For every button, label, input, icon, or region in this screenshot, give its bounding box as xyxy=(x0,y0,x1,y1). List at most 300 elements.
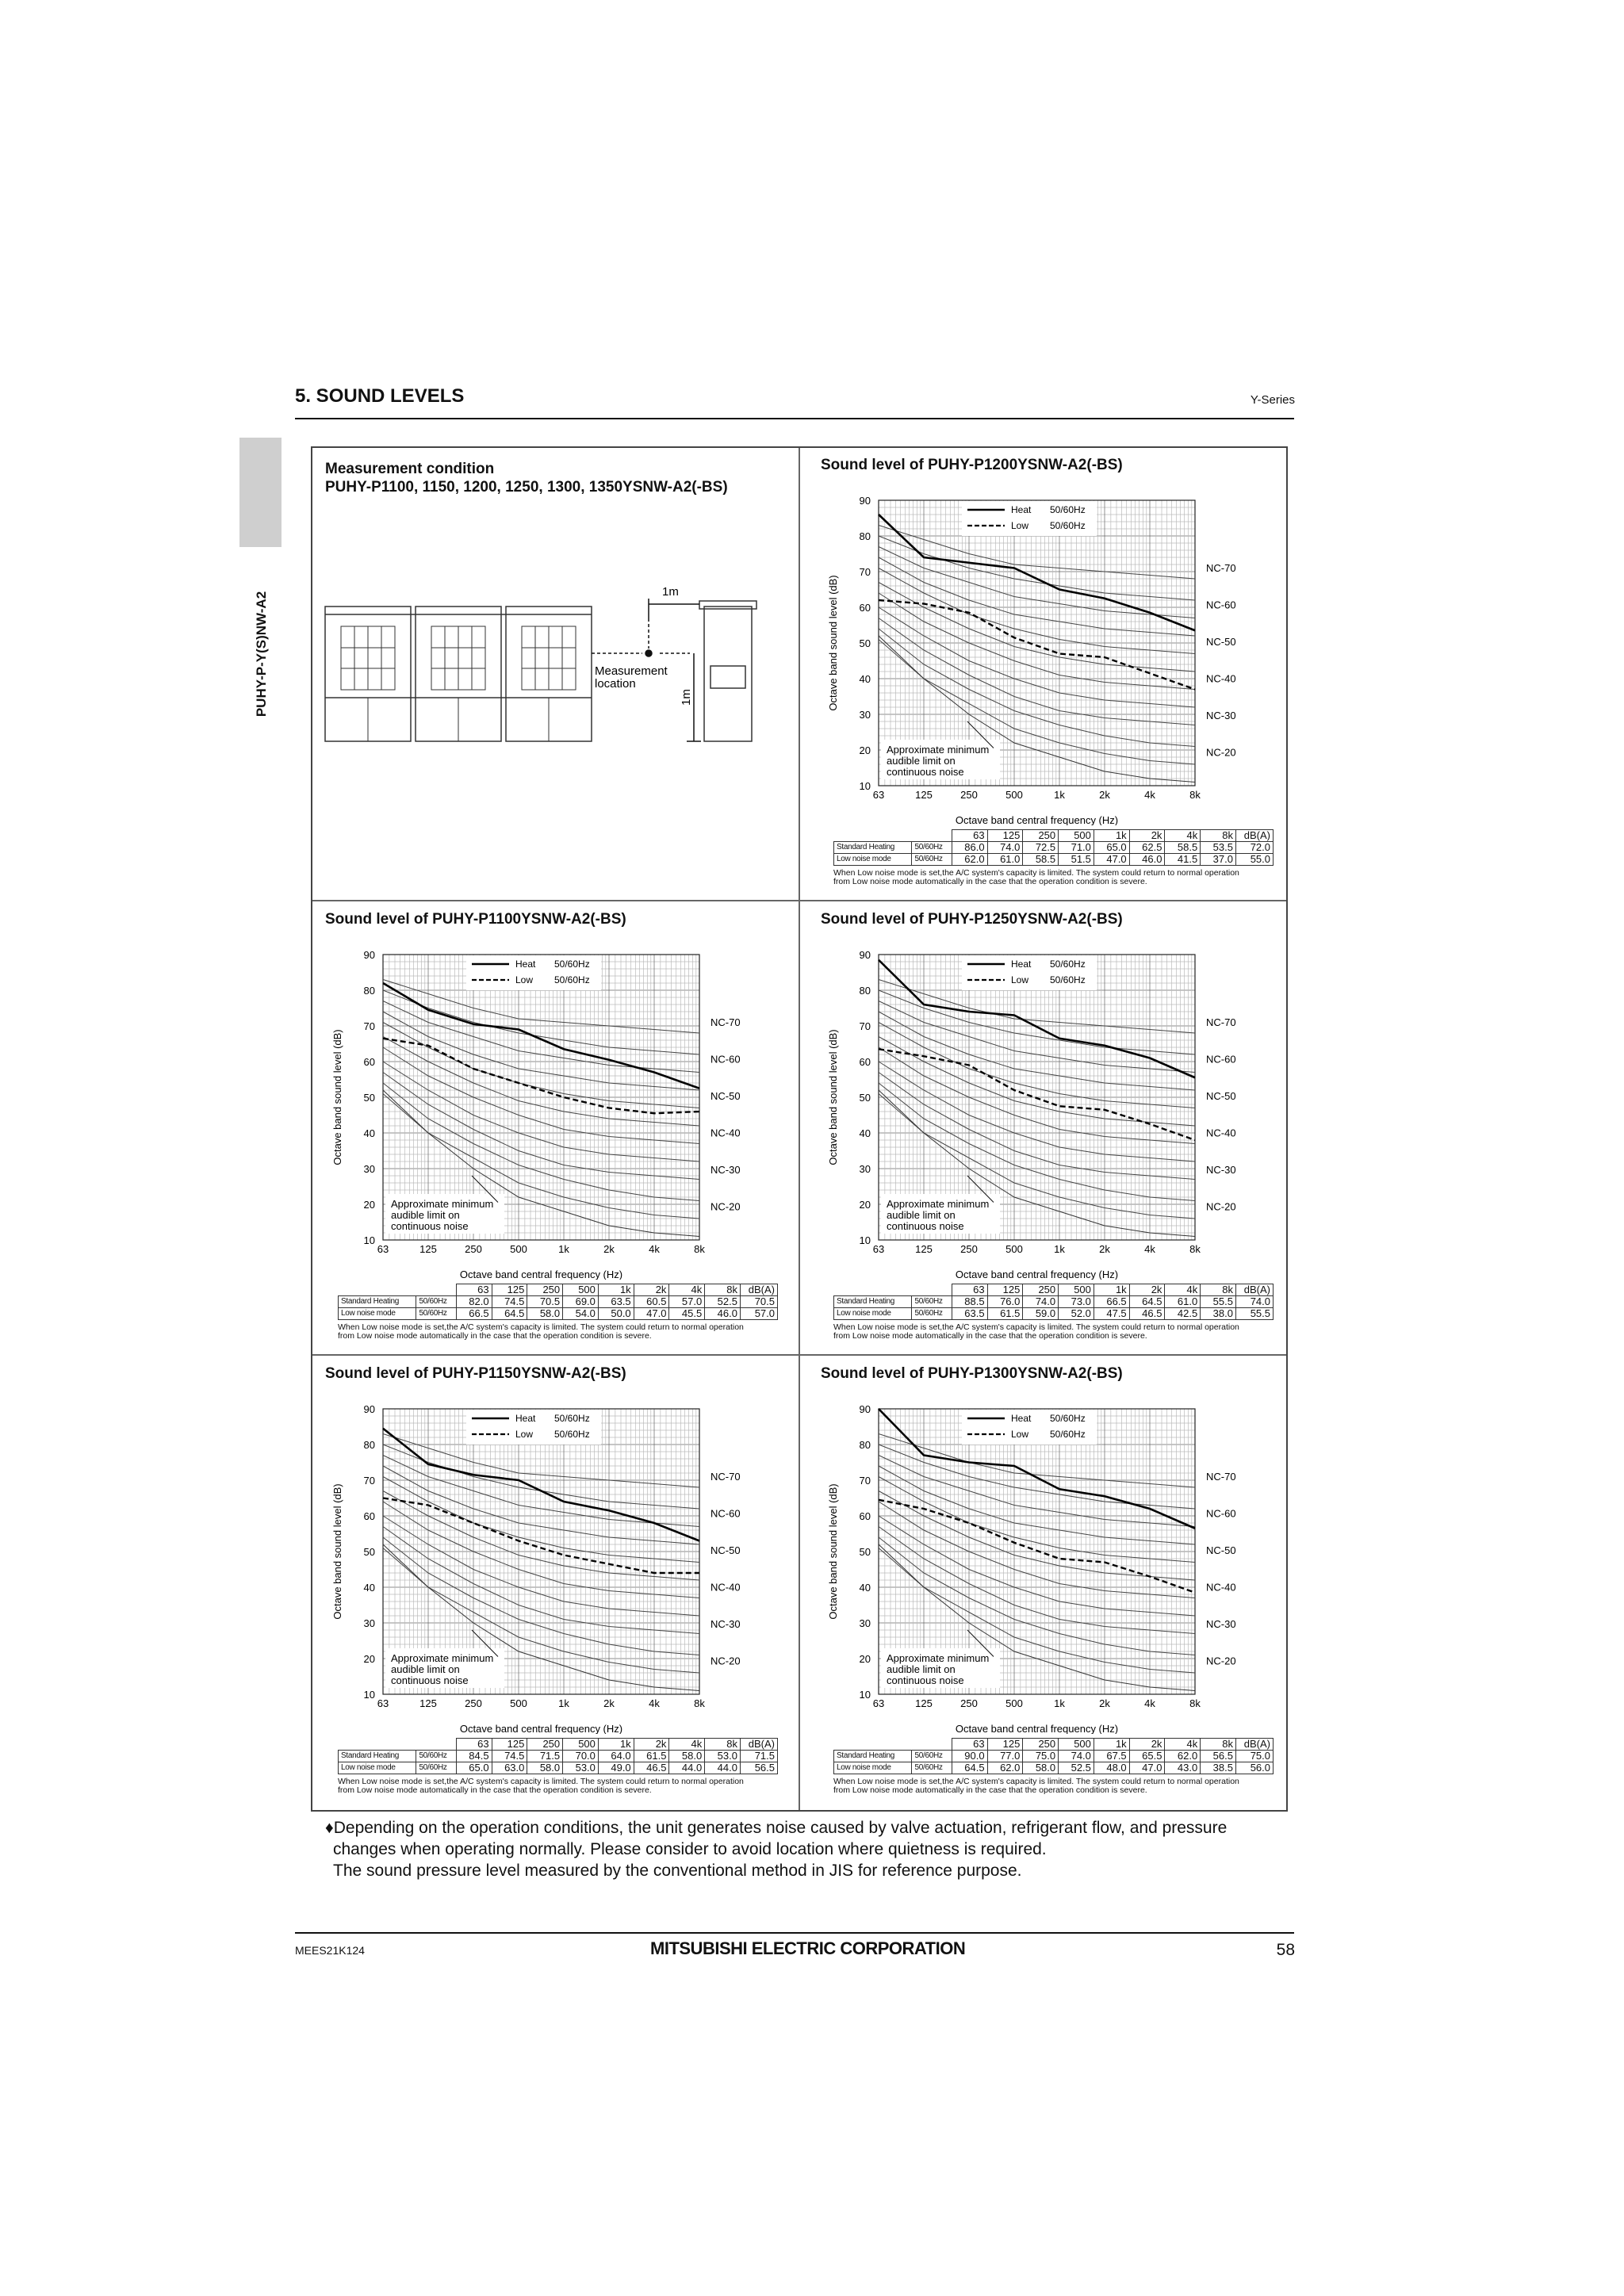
table-header-cell: 500 xyxy=(1059,830,1094,842)
table-cell: 47.0 xyxy=(1094,854,1129,866)
x-tick-label: 2k xyxy=(1099,789,1110,801)
annotation-text: continuous noise xyxy=(391,1220,469,1232)
table-cell: 46.0 xyxy=(1129,854,1165,866)
legend xyxy=(962,1410,1097,1445)
annotation-text: audible limit on xyxy=(887,755,956,767)
legend-text: 50/60Hz xyxy=(554,974,590,985)
measurement-label-1: Measurement xyxy=(595,664,668,678)
y-tick-label: 20 xyxy=(363,1199,375,1211)
y-tick-label: 80 xyxy=(859,1439,871,1451)
table-cell: 54.0 xyxy=(563,1308,599,1320)
y-tick-label: 60 xyxy=(363,1510,375,1522)
side-label xyxy=(238,555,285,753)
legend-text: Heat xyxy=(1011,1413,1032,1424)
table-cell-dba: 74.0 xyxy=(1235,1296,1273,1308)
row-freq: 50/60Hz xyxy=(912,1762,952,1774)
table-cell-dba: 56.5 xyxy=(740,1762,777,1774)
table-cell: 57.0 xyxy=(669,1296,705,1308)
table-cell-dba: 55.0 xyxy=(1235,854,1273,866)
footnote-line-3: The sound pressure level measured by the conventional method in JIS for reference purpose. xyxy=(333,1862,1022,1880)
table-note-2: from Low noise mode automatically in the case that the operation condition is severe. xyxy=(338,1331,652,1341)
table-cell: 62.0 xyxy=(952,854,987,866)
chart-panel-1 xyxy=(821,453,1289,886)
legend-text: 50/60Hz xyxy=(554,1413,590,1424)
y-tick-label: 90 xyxy=(859,495,871,507)
annotation-text: Approximate minimum xyxy=(887,1198,990,1210)
row-freq: 50/60Hz xyxy=(416,1296,456,1308)
sound-level-chart xyxy=(821,473,1289,825)
table-cell: 61.5 xyxy=(987,1308,1023,1320)
legend-text: 50/60Hz xyxy=(1050,520,1086,531)
table-row xyxy=(834,842,1274,854)
table-cell: 49.0 xyxy=(598,1762,634,1774)
table-cell: 84.5 xyxy=(456,1751,492,1762)
y-tick-label: 10 xyxy=(859,1234,871,1246)
x-tick-label: 1k xyxy=(558,1243,569,1255)
table-cell: 74.5 xyxy=(492,1751,527,1762)
x-tick-label: 2k xyxy=(603,1243,615,1255)
x-tick-label: 8k xyxy=(1189,1697,1201,1709)
table-note-2: from Low noise mode automatically in the case that the operation condition is severe. xyxy=(833,877,1147,886)
table-cell: 59.0 xyxy=(1023,1308,1059,1320)
nc-curve-45 xyxy=(879,1491,1195,1581)
nc-label: NC-70 xyxy=(1206,1471,1236,1483)
annotation-text: audible limit on xyxy=(391,1663,460,1675)
sound-level-chart xyxy=(821,927,1289,1280)
nc-label: NC-70 xyxy=(1206,1016,1236,1028)
row-label: Standard Heating xyxy=(834,842,912,854)
y-tick-label: 50 xyxy=(859,1092,871,1104)
table-note-1: When Low noise mode is set,the A/C system's capacity is limited. The system could return to normal operation xyxy=(833,1322,1239,1332)
doc-code: MEES21K124 xyxy=(295,1944,365,1957)
chart-panel-3 xyxy=(821,908,1289,1340)
table-cell: 43.0 xyxy=(1165,1762,1201,1774)
table-cell: 44.0 xyxy=(705,1762,741,1774)
table-header-cell: 4k xyxy=(669,1284,705,1296)
nc-label: NC-70 xyxy=(1206,562,1236,574)
legend-text: Heat xyxy=(515,959,536,970)
legend-text: Heat xyxy=(1011,504,1032,515)
measurement-point xyxy=(645,650,652,656)
table-header-cell: 8k xyxy=(1201,830,1236,842)
row-label: Low noise mode xyxy=(339,1762,416,1774)
footnotes xyxy=(325,1817,1293,1881)
table-cell: 74.5 xyxy=(492,1296,527,1308)
row-label: Low noise mode xyxy=(834,854,912,866)
table-cell: 58.0 xyxy=(669,1751,705,1762)
table-cell: 70.5 xyxy=(527,1296,563,1308)
dim-vertical: 1m xyxy=(680,689,693,706)
y-axis-label: Octave band sound level (dB) xyxy=(827,1029,839,1165)
table-header-cell: 2k xyxy=(1129,1284,1165,1296)
annotation-text: audible limit on xyxy=(887,1663,956,1675)
series-label: Y-Series xyxy=(1250,393,1295,407)
table-header-cell: 63 xyxy=(456,1284,492,1296)
series-line-low xyxy=(879,1500,1195,1593)
y-tick-label: 10 xyxy=(859,1689,871,1701)
nc-label: NC-50 xyxy=(1206,1544,1236,1556)
table-cell: 53.5 xyxy=(1201,842,1236,854)
sound-level-table xyxy=(338,1284,778,1320)
legend xyxy=(466,1410,601,1445)
table-cell: 88.5 xyxy=(952,1296,987,1308)
table-cell: 73.0 xyxy=(1059,1296,1094,1308)
y-tick-label: 80 xyxy=(363,1439,375,1451)
y-tick-label: 50 xyxy=(363,1546,375,1558)
x-tick-label: 250 xyxy=(960,789,978,801)
footnote-line-2: changes when operating normally. Please consider to avoid location where quietness is required. xyxy=(333,1840,1047,1858)
table-header-cell: 4k xyxy=(1165,830,1201,842)
table-cell: 58.0 xyxy=(527,1762,563,1774)
sound-level-table xyxy=(833,829,1274,866)
table-header-cell: 125 xyxy=(987,830,1023,842)
nc-curve-50 xyxy=(383,1023,699,1108)
y-axis-label: Octave band sound level (dB) xyxy=(331,1029,343,1165)
x-tick-label: 63 xyxy=(872,1697,885,1709)
table-row xyxy=(834,854,1274,866)
table-cell: 64.0 xyxy=(598,1751,634,1762)
legend-text: Low xyxy=(1011,1429,1029,1440)
x-tick-label: 500 xyxy=(1005,1697,1023,1709)
y-tick-label: 40 xyxy=(859,1582,871,1594)
table-row xyxy=(834,1751,1274,1762)
table-header-cell: 1k xyxy=(1094,1739,1129,1751)
table-cell: 50.0 xyxy=(598,1308,634,1320)
y-tick-label: 80 xyxy=(363,985,375,997)
table-header-cell: 1k xyxy=(1094,830,1129,842)
nc-curve-45 xyxy=(383,1491,699,1581)
table-cell: 38.5 xyxy=(1201,1762,1236,1774)
y-tick-label: 80 xyxy=(859,985,871,997)
y-tick-label: 90 xyxy=(363,1403,375,1415)
chart-title: Sound level of PUHY-P1300YSNW-A2(-BS) xyxy=(821,1365,1123,1382)
x-tick-label: 2k xyxy=(1099,1243,1110,1255)
table-header-cell: 8k xyxy=(705,1739,741,1751)
x-tick-label: 8k xyxy=(1189,1243,1201,1255)
nc-label: NC-20 xyxy=(1206,1200,1236,1213)
nc-label: NC-60 xyxy=(1206,1507,1236,1520)
table-header-cell: 1k xyxy=(1094,1284,1129,1296)
table-cell: 48.0 xyxy=(1094,1762,1129,1774)
y-tick-label: 40 xyxy=(859,1127,871,1139)
table-cell-dba: 56.0 xyxy=(1235,1762,1273,1774)
table-cell: 42.5 xyxy=(1165,1308,1201,1320)
nc-label: NC-70 xyxy=(710,1016,741,1028)
table-cell: 58.0 xyxy=(1023,1762,1059,1774)
nc-label: NC-40 xyxy=(710,1581,741,1594)
table-cell: 64.5 xyxy=(952,1762,987,1774)
y-tick-label: 20 xyxy=(859,1199,871,1211)
nc-label: NC-30 xyxy=(1206,1618,1236,1630)
nc-curve-45 xyxy=(879,1037,1195,1127)
nc-curve-50 xyxy=(879,1023,1195,1108)
table-cell: 82.0 xyxy=(456,1296,492,1308)
table-header-cell: 250 xyxy=(527,1739,563,1751)
y-tick-label: 90 xyxy=(363,949,375,961)
y-tick-label: 10 xyxy=(859,780,871,792)
series-line-low xyxy=(879,600,1195,690)
table-header-cell: dB(A) xyxy=(740,1739,777,1751)
table-cell: 66.5 xyxy=(1094,1296,1129,1308)
row-label: Low noise mode xyxy=(834,1308,912,1320)
table-note-2: from Low noise mode automatically in the case that the operation condition is severe. xyxy=(833,1785,1147,1795)
approx-minimum-annotation xyxy=(385,1176,504,1234)
table-cell: 61.0 xyxy=(987,854,1023,866)
x-axis-label: Octave band central frequency (Hz) xyxy=(955,1723,1119,1734)
nc-label: NC-20 xyxy=(1206,1655,1236,1667)
x-tick-label: 500 xyxy=(1005,1243,1023,1255)
y-tick-label: 50 xyxy=(859,1546,871,1558)
table-header-cell: 2k xyxy=(1129,1739,1165,1751)
y-tick-label: 90 xyxy=(859,949,871,961)
approx-minimum-annotation xyxy=(881,1176,1000,1234)
measurement-title: Measurement condition xyxy=(325,461,495,477)
row-freq: 50/60Hz xyxy=(416,1751,456,1762)
annotation-text: audible limit on xyxy=(391,1209,460,1221)
x-tick-label: 250 xyxy=(960,1243,978,1255)
legend-text: 50/60Hz xyxy=(1050,1429,1086,1440)
nc-label: NC-50 xyxy=(710,1544,741,1556)
nc-curve-65 xyxy=(383,1445,699,1509)
table-note-2: from Low noise mode automatically in the case that the operation condition is severe. xyxy=(338,1785,652,1795)
title-rule xyxy=(295,418,1294,419)
table-cell: 53.0 xyxy=(705,1751,741,1762)
row-freq: 50/60Hz xyxy=(912,1296,952,1308)
x-tick-label: 4k xyxy=(1144,1697,1155,1709)
table-header-cell: 2k xyxy=(634,1284,669,1296)
table-cell: 53.0 xyxy=(563,1762,599,1774)
x-tick-label: 125 xyxy=(419,1697,437,1709)
table-header-cell: 125 xyxy=(492,1284,527,1296)
table-cell: 51.5 xyxy=(1059,854,1094,866)
nc-curve-50 xyxy=(879,1477,1195,1563)
chart-title: Sound level of PUHY-P1200YSNW-A2(-BS) xyxy=(821,457,1123,473)
column-divider xyxy=(799,448,800,1810)
table-cell: 64.5 xyxy=(1129,1296,1165,1308)
chart-panel-5 xyxy=(821,1362,1289,1794)
table-cell-dba: 71.5 xyxy=(740,1751,777,1762)
table-header-cell: 8k xyxy=(1201,1284,1236,1296)
table-cell: 71.5 xyxy=(527,1751,563,1762)
x-tick-label: 63 xyxy=(377,1697,389,1709)
table-cell: 58.0 xyxy=(527,1308,563,1320)
sound-level-table xyxy=(833,1284,1274,1320)
legend-text: 50/60Hz xyxy=(1050,974,1086,985)
y-tick-label: 70 xyxy=(363,1020,375,1032)
x-tick-label: 125 xyxy=(915,789,933,801)
table-cell: 63.0 xyxy=(492,1762,527,1774)
chart-panel-2 xyxy=(325,908,793,1340)
table-header-cell: 125 xyxy=(987,1739,1023,1751)
approx-minimum-annotation xyxy=(881,721,1000,779)
table-row xyxy=(834,1296,1274,1308)
nc-label: NC-20 xyxy=(710,1655,741,1667)
x-tick-label: 250 xyxy=(465,1697,482,1709)
table-cell: 61.5 xyxy=(634,1751,669,1762)
company-name: MITSUBISHI ELECTRIC CORPORATION xyxy=(650,1938,966,1958)
table-header-cell: dB(A) xyxy=(1235,830,1273,842)
x-tick-label: 4k xyxy=(649,1243,660,1255)
y-tick-label: 70 xyxy=(363,1475,375,1487)
page-title: 5. SOUND LEVELS xyxy=(295,385,465,407)
table-header-cell: dB(A) xyxy=(740,1284,777,1296)
sound-level-table xyxy=(338,1738,778,1774)
x-tick-label: 4k xyxy=(649,1697,660,1709)
table-note-1: When Low noise mode is set,the A/C system's capacity is limited. The system could return to normal operation xyxy=(833,1777,1239,1786)
table-header-cell: 500 xyxy=(1059,1739,1094,1751)
table-cell: 86.0 xyxy=(952,842,987,854)
y-tick-label: 30 xyxy=(859,1617,871,1629)
table-cell: 66.5 xyxy=(456,1308,492,1320)
legend-text: Low xyxy=(1011,974,1029,985)
footnote-text-1: Depending on the operation conditions, the unit generates noise caused by valve actuation, refrigerant flow, and pressure xyxy=(333,1819,1228,1837)
table-header-row xyxy=(339,1284,778,1296)
table-row xyxy=(834,1762,1274,1774)
table-cell: 56.5 xyxy=(1201,1751,1236,1762)
table-row xyxy=(339,1308,778,1320)
nc-label: NC-40 xyxy=(1206,672,1236,685)
table-note-1: When Low noise mode is set,the A/C system's capacity is limited. The system could return to normal operation xyxy=(338,1777,744,1786)
table-cell: 47.0 xyxy=(634,1308,669,1320)
table-header-row xyxy=(834,1739,1274,1751)
row-label: Low noise mode xyxy=(339,1308,416,1320)
y-tick-label: 50 xyxy=(363,1092,375,1104)
table-header-cell: 1k xyxy=(598,1284,634,1296)
x-tick-label: 63 xyxy=(872,789,885,801)
table-header-cell: 250 xyxy=(1023,830,1059,842)
x-axis-label: Octave band central frequency (Hz) xyxy=(955,1269,1119,1280)
side-label-text: PUHY-P-Y(S)NW-A2 xyxy=(254,591,269,718)
chart-title: Sound level of PUHY-P1250YSNW-A2(-BS) xyxy=(821,911,1123,928)
table-cell: 74.0 xyxy=(987,842,1023,854)
nc-label: NC-60 xyxy=(710,1507,741,1520)
measurement-models: PUHY-P1100, 1150, 1200, 1250, 1300, 1350YSNW-A2(-BS) xyxy=(325,479,728,496)
sound-level-chart xyxy=(821,1381,1289,1734)
table-cell: 62.0 xyxy=(1165,1751,1201,1762)
table-cell: 77.0 xyxy=(987,1751,1023,1762)
nc-label: NC-60 xyxy=(1206,599,1236,611)
table-cell: 63.5 xyxy=(952,1308,987,1320)
x-tick-label: 1k xyxy=(1054,789,1065,801)
table-cell: 75.0 xyxy=(1023,1751,1059,1762)
table-cell: 60.5 xyxy=(634,1296,669,1308)
legend xyxy=(466,955,601,990)
table-cell: 52.5 xyxy=(1059,1762,1094,1774)
series-line-heat xyxy=(383,1429,699,1541)
table-cell: 46.5 xyxy=(1129,1308,1165,1320)
y-axis-label: Octave band sound level (dB) xyxy=(827,1483,839,1620)
x-tick-label: 250 xyxy=(960,1697,978,1709)
y-tick-label: 60 xyxy=(363,1056,375,1068)
nc-curve-65 xyxy=(879,990,1195,1054)
table-cell: 65.5 xyxy=(1129,1751,1165,1762)
outdoor-units-illustration xyxy=(325,601,756,741)
table-cell: 47.5 xyxy=(1094,1308,1129,1320)
row-divider-2 xyxy=(312,1354,1286,1356)
x-tick-label: 500 xyxy=(1005,789,1023,801)
legend-text: 50/60Hz xyxy=(1050,1413,1086,1424)
annotation-text: continuous noise xyxy=(391,1674,469,1686)
table-cell: 65.0 xyxy=(1094,842,1129,854)
y-tick-label: 40 xyxy=(363,1582,375,1594)
legend-text: Low xyxy=(515,1429,534,1440)
table-header-cell: 63 xyxy=(456,1739,492,1751)
nc-label: NC-50 xyxy=(1206,636,1236,648)
nc-label: NC-50 xyxy=(710,1090,741,1102)
annotation-text: continuous noise xyxy=(887,1674,964,1686)
legend xyxy=(962,955,1097,990)
annotation-text: Approximate minimum xyxy=(887,744,990,756)
y-tick-label: 20 xyxy=(859,1653,871,1665)
table-cell: 64.5 xyxy=(492,1308,527,1320)
side-tab xyxy=(239,438,282,547)
table-header-cell: 63 xyxy=(952,1739,987,1751)
y-tick-label: 60 xyxy=(859,602,871,614)
x-tick-label: 125 xyxy=(915,1697,933,1709)
nc-label: NC-30 xyxy=(710,1164,741,1176)
table-cell: 62.0 xyxy=(987,1762,1023,1774)
nc-curve-65 xyxy=(879,536,1195,600)
table-header-cell: 4k xyxy=(1165,1284,1201,1296)
legend-text: 50/60Hz xyxy=(554,959,590,970)
y-axis-label: Octave band sound level (dB) xyxy=(331,1483,343,1620)
table-header-cell: 4k xyxy=(669,1739,705,1751)
y-tick-label: 40 xyxy=(363,1127,375,1139)
y-tick-label: 30 xyxy=(363,1617,375,1629)
y-tick-label: 70 xyxy=(859,1020,871,1032)
x-tick-label: 500 xyxy=(510,1697,527,1709)
table-cell: 47.0 xyxy=(1129,1762,1165,1774)
y-tick-label: 10 xyxy=(363,1234,375,1246)
nc-label: NC-40 xyxy=(1206,1581,1236,1594)
table-cell: 41.5 xyxy=(1165,854,1201,866)
table-header-cell: 250 xyxy=(1023,1284,1059,1296)
y-tick-label: 20 xyxy=(859,744,871,756)
y-tick-label: 60 xyxy=(859,1056,871,1068)
annotation-text: Approximate minimum xyxy=(391,1652,494,1664)
sound-level-chart xyxy=(325,927,793,1280)
table-cell: 90.0 xyxy=(952,1751,987,1762)
table-cell: 46.5 xyxy=(634,1762,669,1774)
nc-curve-65 xyxy=(383,990,699,1054)
table-cell: 44.0 xyxy=(669,1762,705,1774)
table-cell: 52.0 xyxy=(1059,1308,1094,1320)
table-header-cell: 63 xyxy=(952,830,987,842)
annotation-text: continuous noise xyxy=(887,1220,964,1232)
table-cell: 74.0 xyxy=(1059,1751,1094,1762)
table-cell: 67.5 xyxy=(1094,1751,1129,1762)
table-cell: 46.0 xyxy=(705,1308,741,1320)
y-tick-label: 30 xyxy=(363,1163,375,1175)
table-cell-dba: 75.0 xyxy=(1235,1751,1273,1762)
chart-title: Sound level of PUHY-P1100YSNW-A2(-BS) xyxy=(325,911,626,928)
table-cell-dba: 70.5 xyxy=(740,1296,777,1308)
y-tick-label: 90 xyxy=(859,1403,871,1415)
annotation-text: Approximate minimum xyxy=(391,1198,494,1210)
nc-label: NC-30 xyxy=(710,1618,741,1630)
x-axis-label: Octave band central frequency (Hz) xyxy=(459,1269,623,1280)
y-tick-label: 30 xyxy=(859,1163,871,1175)
y-tick-label: 40 xyxy=(859,673,871,685)
y-tick-label: 20 xyxy=(363,1653,375,1665)
annotation-text: continuous noise xyxy=(887,766,964,778)
table-header-cell: 2k xyxy=(1129,830,1165,842)
x-tick-label: 500 xyxy=(510,1243,527,1255)
table-row xyxy=(339,1762,778,1774)
legend-text: 50/60Hz xyxy=(554,1429,590,1440)
legend-text: Low xyxy=(515,974,534,985)
x-axis-label: Octave band central frequency (Hz) xyxy=(955,814,1119,825)
